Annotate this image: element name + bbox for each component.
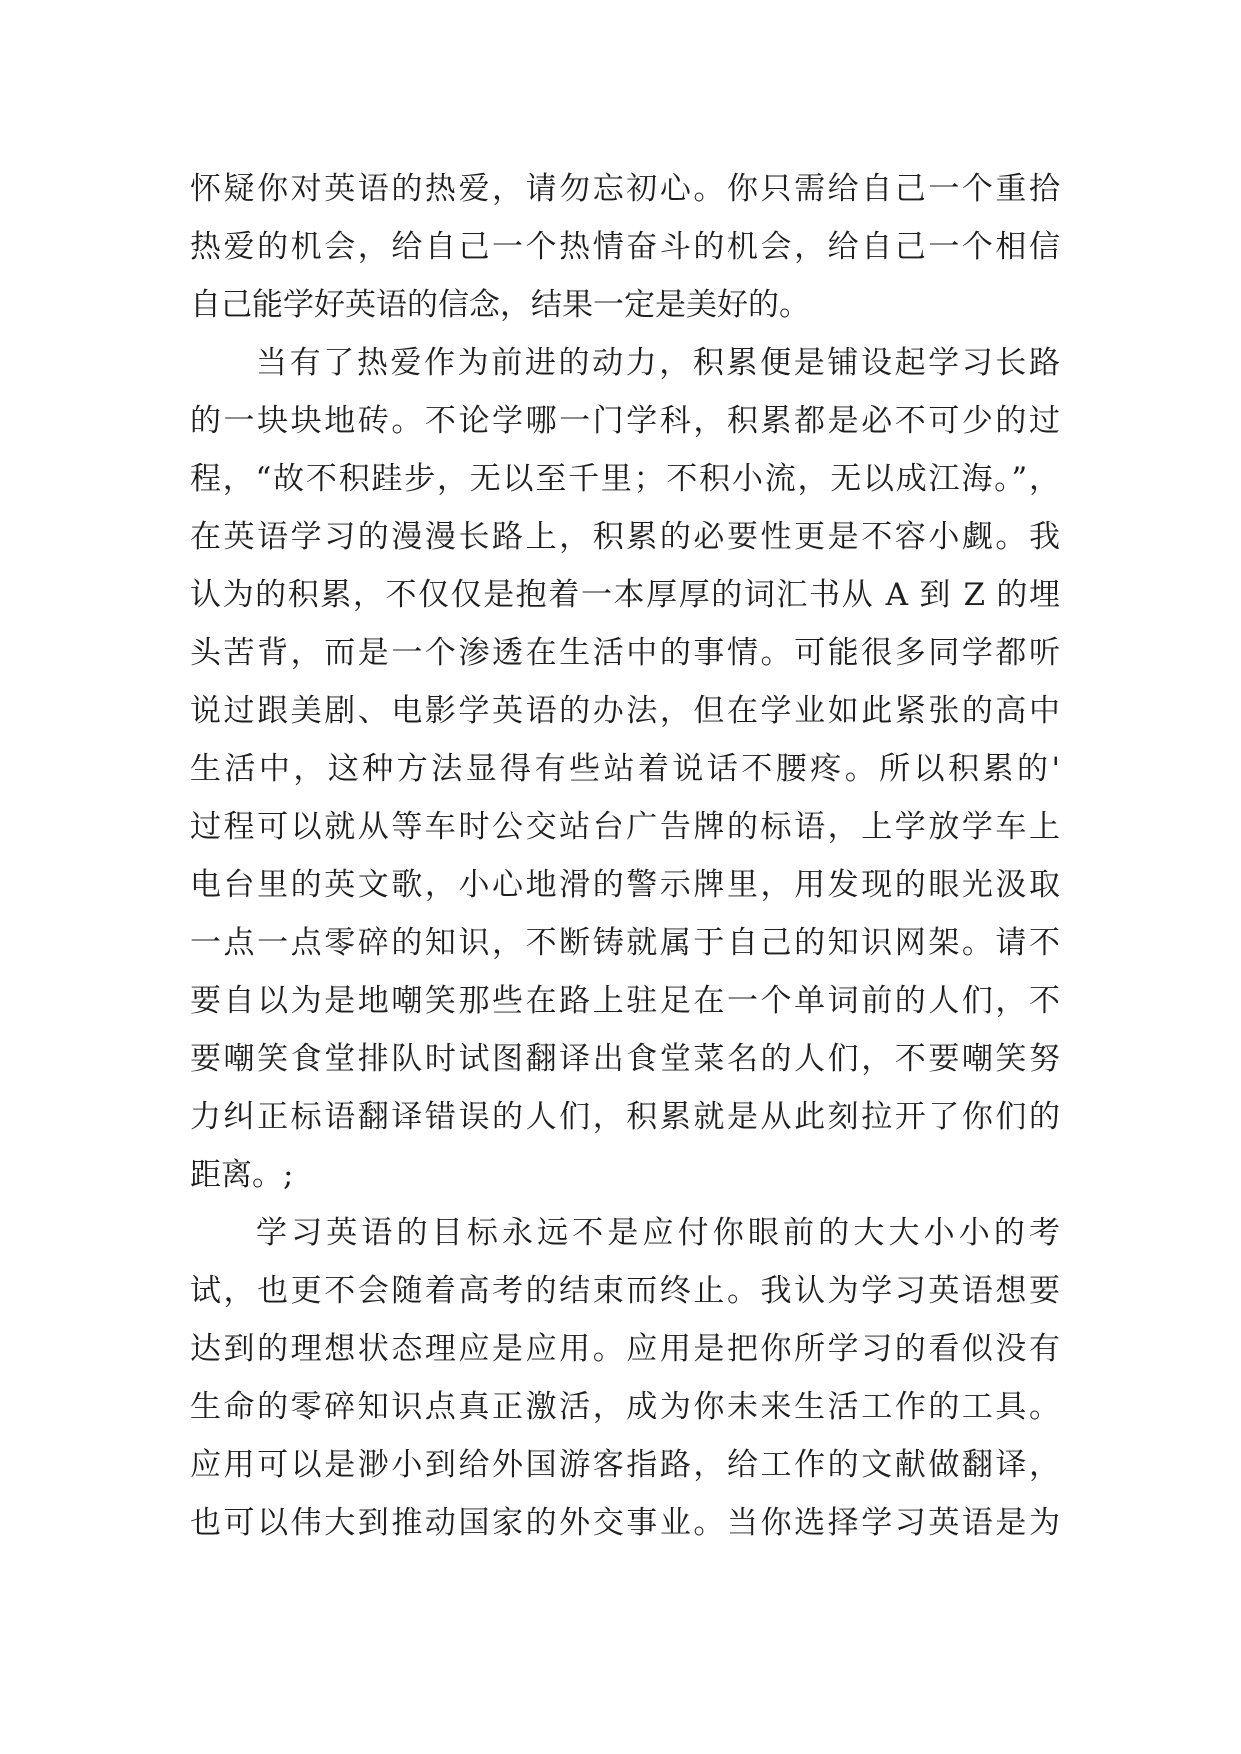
text-line: 也可以伟大到推动国家的外交事业。当你选择学习英语是为 <box>190 1505 1060 1541</box>
text-line: 认为的积累，不仅仅是抱着一本厚厚的词汇书从 A 到 Z 的埋 <box>190 577 1060 613</box>
text-line: 一点一点零碎的知识，不断铸就属于自己的知识网架。请不 <box>190 925 1060 961</box>
text-line: 应用可以是渺小到给外国游客指路，给工作的文献做翻译， <box>190 1447 1060 1483</box>
text-line: 说过跟美剧、电影学英语的办法，但在学业如此紧张的高中 <box>190 693 1060 729</box>
text-line: 热爱的机会，给自己一个热情奋斗的机会，给自己一个相信 <box>190 229 1060 265</box>
text-line: 在英语学习的漫漫长路上，积累的必要性更是不容小觑。我 <box>190 519 1060 555</box>
text-line: 试，也更不会随着高考的结束而终止。我认为学习英语想要 <box>190 1273 1060 1309</box>
text-line: 自己能学好英语的信念，结果一定是美好的。 <box>190 287 810 323</box>
text-line: 距离。; <box>190 1157 294 1193</box>
text-line: 要自以为是地嘲笑那些在路上驻足在一个单词前的人们，不 <box>190 983 1060 1019</box>
text-line: 学习英语的目标永远不是应付你眼前的大大小小的考 <box>256 1215 1060 1251</box>
text-line: 过程可以就从等车时公交站台广告牌的标语，上学放学车上 <box>190 809 1060 845</box>
text-line: 的一块块地砖。不论学哪一门学科，积累都是必不可少的过 <box>190 403 1060 439</box>
text-line: 头苦背，而是一个渗透在生活中的事情。可能很多同学都听 <box>190 635 1060 671</box>
text-line: 当有了热爱作为前进的动力，积累便是铺设起学习长路 <box>256 345 1060 381</box>
text-line: 生活中，这种方法显得有些站着说话不腰疼。所以积累的' <box>190 751 1060 787</box>
text-line: 怀疑你对英语的热爱，请勿忘初心。你只需给自己一个重拾 <box>190 171 1060 207</box>
text-line: 要嘲笑食堂排队时试图翻译出食堂菜名的人们，不要嘲笑努 <box>190 1041 1060 1077</box>
text-line: 程，“故不积跬步，无以至千里；不积小流，无以成江海。”， <box>190 461 1060 497</box>
text-line: 力纠正标语翻译错误的人们，积累就是从此刻拉开了你们的 <box>190 1099 1060 1135</box>
body-text <box>190 160 1060 1552</box>
text-line: 达到的理想状态理应是应用。应用是把你所学习的看似没有 <box>190 1331 1060 1367</box>
text-line: 生命的零碎知识点真正激活，成为你未来生活工作的工具。 <box>190 1389 1060 1425</box>
text-line: 电台里的英文歌，小心地滑的警示牌里，用发现的眼光汲取 <box>190 867 1060 903</box>
